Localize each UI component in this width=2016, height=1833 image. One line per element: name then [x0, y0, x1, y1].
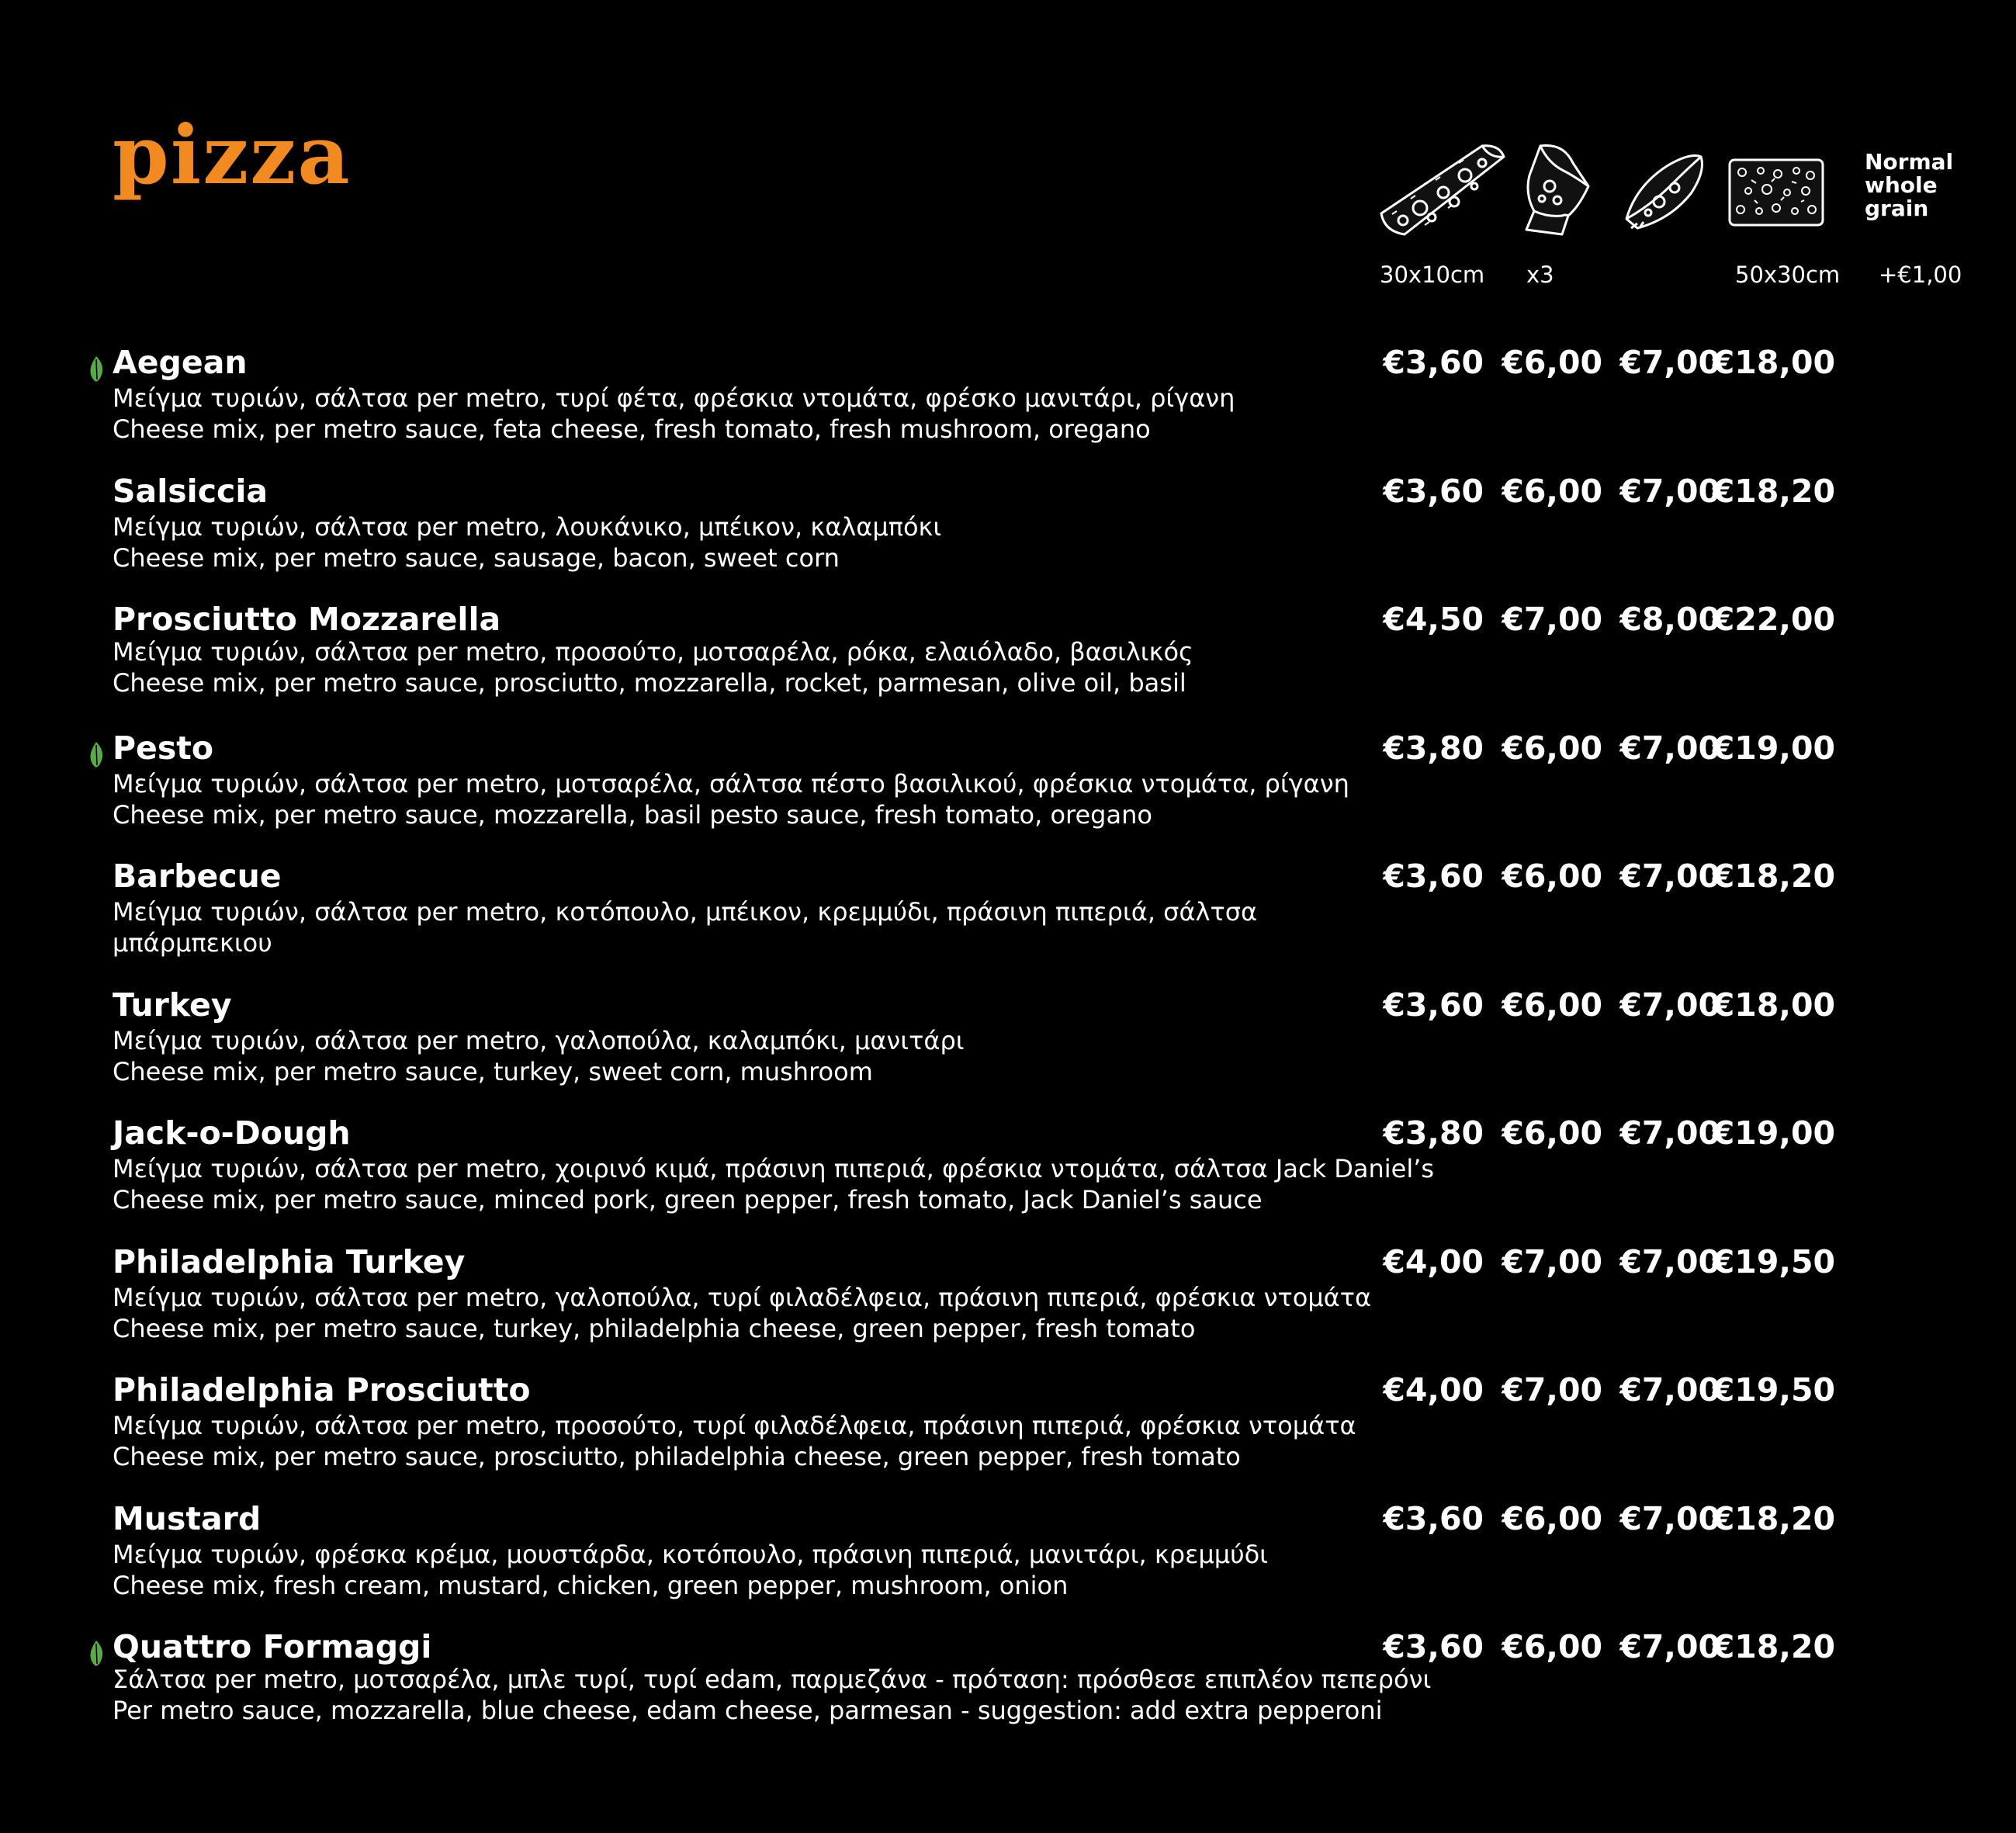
price-tray: €18,20 [1712, 1500, 1835, 1537]
price-slice: €3,80 [1383, 1114, 1484, 1152]
menu-item-salsiccia [0, 470, 2016, 598]
menu-item-mustard [0, 1497, 2016, 1626]
price-triple: €6,00 [1502, 473, 1602, 510]
item-description [113, 1410, 1370, 1472]
item-name: Philadelphia Prosciutto [113, 1371, 531, 1409]
item-description [113, 1153, 1435, 1215]
item-name: Philadelphia Turkey [113, 1243, 466, 1280]
price-slice: €4,50 [1383, 601, 1484, 638]
menu-item-quattro-formaggi [0, 1625, 2016, 1754]
item-description [113, 383, 1370, 445]
description-greek: Μείγμα τυριών, σάλτσα per metro, κοτόπουλο, μπέικον, κρεμμύδι, πράσινη πιπεριά, σάλτσα μπάρμπεκιου [113, 897, 1258, 958]
description-english: Cheese mix, per metro sauce, minced pork, green pepper, fresh tomato, Jack Daniel’s sauce [113, 1185, 1263, 1214]
menu-item-pesto [0, 726, 2016, 855]
price-triple: €7,00 [1502, 601, 1602, 638]
price-tray: €18,20 [1712, 1628, 1835, 1665]
description-greek: Μείγμα τυριών, σάλτσα per metro, χοιρινό κιμά, πράσινη πιπεριά, φρέσκια ντομάτα, σάλτσα Jack Daniel’s [113, 1154, 1435, 1183]
price-calzone: €7,00 [1619, 1371, 1720, 1409]
size-slice-label: 30x10cm [1380, 262, 1485, 288]
price-triple: €7,00 [1502, 1243, 1602, 1280]
calzone-icon [1620, 147, 1707, 234]
item-description [113, 1025, 1370, 1087]
size-tray-label: 50x30cm [1735, 262, 1841, 288]
price-triple: €6,00 [1502, 1114, 1602, 1152]
menu-item-prosciutto-mozzarella [0, 598, 2016, 726]
description-english: Cheese mix, per metro sauce, feta cheese, fresh tomato, fresh mushroom, oregano [113, 414, 1151, 444]
item-name: Mustard [113, 1500, 262, 1537]
price-calzone: €7,00 [1619, 473, 1720, 510]
price-slice: €3,80 [1383, 729, 1484, 767]
pizza-tray-icon [1727, 157, 1826, 228]
description-english: Cheese mix, per metro sauce, turkey, sweet corn, mushroom [113, 1057, 873, 1086]
description-english: Cheese mix, fresh cream, mustard, chicken, green pepper, mushroom, onion [113, 1571, 1069, 1600]
menu-item-aegean [0, 341, 2016, 470]
price-slice: €3,60 [1383, 986, 1484, 1024]
price-tray: €19,50 [1712, 1371, 1835, 1409]
item-name: Salsiccia [113, 473, 268, 510]
item-name: Jack-o-Dough [113, 1114, 351, 1152]
pizza-slice-icon [1373, 140, 1510, 241]
description-english: Per metro sauce, mozzarella, blue cheese, edam cheese, parmesan - suggestion: add extra pepperoni [113, 1696, 1383, 1725]
menu-item-jack-o-dough [0, 1111, 2016, 1240]
item-description [113, 636, 1370, 698]
price-triple: €7,00 [1502, 1371, 1602, 1409]
price-slice: €3,60 [1383, 344, 1484, 381]
price-tray: €18,20 [1712, 473, 1835, 510]
description-greek: Σάλτσα per metro, μοτσαρέλα, μπλε τυρί, τυρί edam, παρμεζάνα - πρόταση: πρόσθεσε επιπλέον πεπερόνι [113, 1665, 1432, 1694]
price-calzone: €7,00 [1619, 729, 1720, 767]
description-greek: Μείγμα τυριών, σάλτσα per metro, γαλοπούλα, καλαμπόκι, μανιτάρι [113, 1026, 965, 1055]
price-tray: €19,00 [1712, 1114, 1835, 1152]
description-greek: Μείγμα τυριών, σάλτσα per metro, μοτσαρέλα, σάλτσα πέστο βασιλικού, φρέσκια ντομάτα, ρίγανη [113, 769, 1349, 799]
menu-item-barbecue [0, 854, 2016, 983]
normal-whole-grain-label [1865, 151, 2004, 220]
menu-item-turkey [0, 983, 2016, 1112]
price-triple: €6,00 [1502, 729, 1602, 767]
leaf-icon [87, 740, 106, 771]
leaf-icon [87, 1639, 106, 1670]
item-name: Prosciutto Mozzarella [113, 601, 501, 638]
price-slice: €3,60 [1383, 1628, 1484, 1665]
price-triple: €6,00 [1502, 986, 1602, 1024]
price-calzone: €7,00 [1619, 344, 1720, 381]
price-slice: €3,60 [1383, 473, 1484, 510]
price-slice: €4,00 [1383, 1371, 1484, 1409]
description-greek: Μείγμα τυριών, σάλτσα per metro, προσούτο, μοτσαρέλα, ρόκα, ελαιόλαδο, βασιλικός [113, 637, 1193, 667]
item-name: Barbecue [113, 858, 282, 895]
price-tray: €19,00 [1712, 729, 1835, 767]
price-tray: €19,50 [1712, 1243, 1835, 1280]
folded-pizza-icon [1517, 140, 1595, 241]
price-calzone: €7,00 [1619, 1243, 1720, 1280]
price-tray: €18,20 [1712, 858, 1835, 895]
price-triple: €6,00 [1502, 344, 1602, 381]
item-description [113, 1664, 1432, 1726]
description-greek: Μείγμα τυριών, φρέσκα κρέμα, μουστάρδα, κοτόπουλο, πράσινη πιπεριά, μανιτάρι, κρεμμύδι [113, 1540, 1268, 1569]
item-description [113, 896, 1370, 958]
label-normal: Normal [1865, 149, 1954, 175]
price-calzone: €8,00 [1619, 601, 1720, 638]
item-description [113, 1539, 1370, 1601]
description-greek: Μείγμα τυριών, σάλτσα per metro, προσούτο, τυρί φιλαδέλφεια, πράσινη πιπεριά, φρέσκια ντομάτα [113, 1411, 1356, 1440]
description-english: Cheese mix, per metro sauce, sausage, bacon, sweet corn [113, 543, 840, 573]
description-english: Cheese mix, per metro sauce, prosciutto, philadelphia cheese, green pepper, fresh tomato [113, 1442, 1241, 1471]
price-slice: €3,60 [1383, 1500, 1484, 1537]
price-tray: €18,00 [1712, 986, 1835, 1024]
label-grain: grain [1865, 196, 1929, 221]
item-name: Aegean [113, 344, 248, 381]
price-slice: €4,00 [1383, 1243, 1484, 1280]
price-calzone: €7,00 [1619, 1628, 1720, 1665]
description-english: Cheese mix, per metro sauce, mozzarella, basil pesto sauce, fresh tomato, oregano [113, 800, 1152, 830]
item-description [113, 511, 1370, 573]
price-triple: €6,00 [1502, 1628, 1602, 1665]
price-calzone: €7,00 [1619, 986, 1720, 1024]
description-greek: Μείγμα τυριών, σάλτσα per metro, γαλοπούλα, τυρί φιλαδέλφεια, πράσινη πιπεριά, φρέσκια ντομάτα [113, 1283, 1372, 1312]
price-triple: €6,00 [1502, 1500, 1602, 1537]
price-slice: €3,60 [1383, 858, 1484, 895]
description-english: Cheese mix, per metro sauce, turkey, philadelphia cheese, green pepper, fresh tomato [113, 1314, 1196, 1343]
price-tray: €18,00 [1712, 344, 1835, 381]
price-calzone: €7,00 [1619, 858, 1720, 895]
item-name: Quattro Formaggi [113, 1628, 432, 1665]
price-calzone: €7,00 [1619, 1500, 1720, 1537]
whole-grain-extra-label: +€1,00 [1879, 262, 1962, 288]
menu-item-philadelphia-turkey [0, 1240, 2016, 1369]
price-calzone: €7,00 [1619, 1114, 1720, 1152]
description-english: Cheese mix, per metro sauce, prosciutto, mozzarella, rocket, parmesan, olive oil, basil [113, 668, 1186, 698]
description-greek: Μείγμα τυριών, σάλτσα per metro, τυρί φέτα, φρέσκια ντομάτα, φρέσκο μανιτάρι, ρίγανη [113, 383, 1235, 413]
price-triple: €6,00 [1502, 858, 1602, 895]
description-greek: Μείγμα τυριών, σάλτσα per metro, λουκάνικο, μπέικον, καλαμπόκι [113, 512, 942, 542]
item-description [113, 1282, 1370, 1344]
leaf-icon [87, 355, 106, 386]
menu-item-philadelphia-prosciutto [0, 1368, 2016, 1497]
item-description [113, 768, 1370, 830]
price-tray: €22,00 [1712, 601, 1835, 638]
label-whole: whole [1865, 172, 1938, 198]
item-name: Turkey [113, 986, 232, 1024]
item-name: Pesto [113, 729, 214, 767]
page-title: pizza [113, 107, 352, 203]
size-triple-label: x3 [1526, 262, 1554, 288]
